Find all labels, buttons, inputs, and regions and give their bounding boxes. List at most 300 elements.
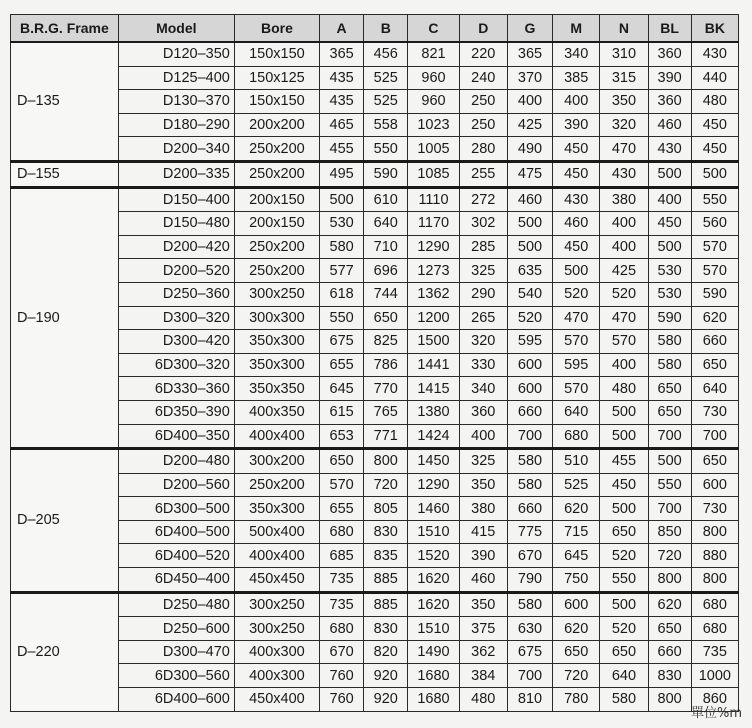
m-cell: 600	[553, 592, 600, 617]
model-cell: D250–360	[118, 282, 234, 306]
c-cell: 1110	[408, 187, 459, 212]
n-cell: 380	[600, 187, 648, 212]
table-header-row	[11, 15, 739, 43]
n-cell: 400	[600, 212, 648, 236]
bk-cell: 450	[691, 113, 738, 137]
d-cell: 340	[459, 377, 507, 401]
table-row	[11, 497, 739, 521]
m-cell: 470	[553, 306, 600, 330]
g-cell: 790	[507, 568, 552, 593]
g-cell: 700	[507, 664, 552, 688]
b-cell: 820	[364, 640, 408, 664]
c-cell: 1460	[408, 497, 459, 521]
model-cell: D200–335	[118, 161, 234, 187]
d-cell: 255	[459, 161, 507, 187]
c-cell: 1023	[408, 113, 459, 137]
c-cell: 960	[408, 90, 459, 114]
b-cell: 771	[364, 424, 408, 449]
model-cell: D120–350	[118, 42, 234, 66]
c-cell: 1490	[408, 640, 459, 664]
bore-cell: 150x125	[234, 66, 319, 90]
g-cell: 460	[507, 187, 552, 212]
m-cell: 520	[553, 282, 600, 306]
bk-cell: 450	[691, 137, 738, 162]
bl-cell: 450	[648, 212, 691, 236]
bk-cell: 600	[691, 473, 738, 497]
bk-cell: 640	[691, 377, 738, 401]
column-header-bore: Bore	[234, 15, 319, 43]
model-cell: D125–400	[118, 66, 234, 90]
a-cell: 650	[320, 449, 364, 474]
a-cell: 495	[320, 161, 364, 187]
m-cell: 645	[553, 544, 600, 568]
n-cell: 570	[600, 330, 648, 354]
m-cell: 620	[553, 497, 600, 521]
b-cell: 885	[364, 568, 408, 593]
a-cell: 530	[320, 212, 364, 236]
model-cell: 6D400–350	[118, 424, 234, 449]
bore-cell: 400x400	[234, 544, 319, 568]
g-cell: 540	[507, 282, 552, 306]
a-cell: 500	[320, 187, 364, 212]
table-row	[11, 90, 739, 114]
g-cell: 370	[507, 66, 552, 90]
d-cell: 384	[459, 664, 507, 688]
bk-cell: 570	[691, 235, 738, 259]
bl-cell: 650	[648, 617, 691, 641]
frame-cell: D–205	[11, 449, 119, 593]
bore-cell: 400x300	[234, 640, 319, 664]
spec-sheet	[10, 14, 739, 712]
bk-cell: 570	[691, 259, 738, 283]
m-cell: 460	[553, 212, 600, 236]
model-cell: 6D400–600	[118, 688, 234, 712]
g-cell: 580	[507, 449, 552, 474]
d-cell: 380	[459, 497, 507, 521]
bl-cell: 500	[648, 449, 691, 474]
n-cell: 480	[600, 377, 648, 401]
bl-cell: 390	[648, 66, 691, 90]
bore-cell: 500x400	[234, 520, 319, 544]
n-cell: 400	[600, 353, 648, 377]
model-cell: D200–520	[118, 259, 234, 283]
model-cell: 6D350–390	[118, 400, 234, 424]
n-cell: 520	[600, 544, 648, 568]
model-cell: 6D300–500	[118, 497, 234, 521]
bk-cell: 680	[691, 617, 738, 641]
model-cell: D200–420	[118, 235, 234, 259]
bore-cell: 300x250	[234, 592, 319, 617]
d-cell: 320	[459, 330, 507, 354]
table-row	[11, 520, 739, 544]
m-cell: 570	[553, 330, 600, 354]
c-cell: 1680	[408, 664, 459, 688]
bearing-dimension-table	[10, 14, 739, 712]
model-cell: D150–480	[118, 212, 234, 236]
g-cell: 660	[507, 497, 552, 521]
bl-cell: 580	[648, 353, 691, 377]
m-cell: 385	[553, 66, 600, 90]
bore-cell: 150x150	[234, 42, 319, 66]
column-header-n: N	[600, 15, 648, 43]
b-cell: 650	[364, 306, 408, 330]
b-cell: 920	[364, 688, 408, 712]
bl-cell: 590	[648, 306, 691, 330]
n-cell: 640	[600, 664, 648, 688]
b-cell: 720	[364, 473, 408, 497]
model-cell: 6D330–360	[118, 377, 234, 401]
b-cell: 610	[364, 187, 408, 212]
d-cell: 250	[459, 90, 507, 114]
bore-cell: 400x300	[234, 664, 319, 688]
c-cell: 1290	[408, 473, 459, 497]
table-row	[11, 212, 739, 236]
model-cell: D300–320	[118, 306, 234, 330]
a-cell: 435	[320, 66, 364, 90]
a-cell: 675	[320, 330, 364, 354]
n-cell: 470	[600, 306, 648, 330]
table-body	[11, 42, 739, 711]
c-cell: 960	[408, 66, 459, 90]
model-cell: 6D300–560	[118, 664, 234, 688]
bk-cell: 550	[691, 187, 738, 212]
model-cell: D250–600	[118, 617, 234, 641]
bl-cell: 500	[648, 161, 691, 187]
a-cell: 670	[320, 640, 364, 664]
bl-cell: 500	[648, 235, 691, 259]
m-cell: 620	[553, 617, 600, 641]
n-cell: 350	[600, 90, 648, 114]
b-cell: 920	[364, 664, 408, 688]
c-cell: 1290	[408, 235, 459, 259]
d-cell: 330	[459, 353, 507, 377]
n-cell: 550	[600, 568, 648, 593]
g-cell: 520	[507, 306, 552, 330]
table-row	[11, 235, 739, 259]
c-cell: 821	[408, 42, 459, 66]
a-cell: 680	[320, 617, 364, 641]
bl-cell: 660	[648, 640, 691, 664]
column-header-model: Model	[118, 15, 234, 43]
g-cell: 490	[507, 137, 552, 162]
bk-cell: 620	[691, 306, 738, 330]
bl-cell: 700	[648, 497, 691, 521]
b-cell: 640	[364, 212, 408, 236]
model-cell: 6D400–500	[118, 520, 234, 544]
unit-note: 單位%m	[690, 706, 742, 721]
c-cell: 1510	[408, 617, 459, 641]
bore-cell: 250x200	[234, 259, 319, 283]
a-cell: 435	[320, 90, 364, 114]
model-cell: D180–290	[118, 113, 234, 137]
b-cell: 765	[364, 400, 408, 424]
n-cell: 650	[600, 640, 648, 664]
b-cell: 800	[364, 449, 408, 474]
bore-cell: 300x250	[234, 282, 319, 306]
bk-cell: 560	[691, 212, 738, 236]
column-header-bl: BL	[648, 15, 691, 43]
g-cell: 500	[507, 212, 552, 236]
c-cell: 1450	[408, 449, 459, 474]
g-cell: 595	[507, 330, 552, 354]
bl-cell: 430	[648, 137, 691, 162]
g-cell: 425	[507, 113, 552, 137]
bk-cell: 440	[691, 66, 738, 90]
m-cell: 500	[553, 259, 600, 283]
g-cell: 675	[507, 640, 552, 664]
m-cell: 450	[553, 235, 600, 259]
table-row	[11, 353, 739, 377]
c-cell: 1380	[408, 400, 459, 424]
n-cell: 310	[600, 42, 648, 66]
bore-cell: 350x300	[234, 497, 319, 521]
table-row	[11, 330, 739, 354]
frame-cell: D–155	[11, 161, 119, 187]
model-cell: D130–370	[118, 90, 234, 114]
n-cell: 320	[600, 113, 648, 137]
table-row	[11, 544, 739, 568]
column-header-frame: B.R.G. Frame	[11, 15, 119, 43]
b-cell: 710	[364, 235, 408, 259]
a-cell: 655	[320, 497, 364, 521]
d-cell: 350	[459, 473, 507, 497]
d-cell: 280	[459, 137, 507, 162]
table-row	[11, 161, 739, 187]
bl-cell: 530	[648, 259, 691, 283]
bk-cell: 650	[691, 353, 738, 377]
bore-cell: 450x450	[234, 568, 319, 593]
table-row	[11, 617, 739, 641]
b-cell: 835	[364, 544, 408, 568]
m-cell: 570	[553, 377, 600, 401]
bk-cell: 590	[691, 282, 738, 306]
m-cell: 400	[553, 90, 600, 114]
d-cell: 460	[459, 568, 507, 593]
bore-cell: 150x150	[234, 90, 319, 114]
g-cell: 500	[507, 235, 552, 259]
column-header-m: M	[553, 15, 600, 43]
n-cell: 430	[600, 161, 648, 187]
bk-cell: 735	[691, 640, 738, 664]
n-cell: 315	[600, 66, 648, 90]
a-cell: 577	[320, 259, 364, 283]
column-header-b: B	[364, 15, 408, 43]
d-cell: 265	[459, 306, 507, 330]
d-cell: 360	[459, 400, 507, 424]
bore-cell: 250x200	[234, 161, 319, 187]
a-cell: 570	[320, 473, 364, 497]
a-cell: 760	[320, 688, 364, 712]
column-header-c: C	[408, 15, 459, 43]
m-cell: 750	[553, 568, 600, 593]
table-row	[11, 377, 739, 401]
column-header-a: A	[320, 15, 364, 43]
bl-cell: 530	[648, 282, 691, 306]
bore-cell: 350x300	[234, 353, 319, 377]
bk-cell: 430	[691, 42, 738, 66]
b-cell: 830	[364, 617, 408, 641]
bk-cell: 650	[691, 449, 738, 474]
table-row	[11, 400, 739, 424]
a-cell: 735	[320, 592, 364, 617]
bk-cell: 480	[691, 90, 738, 114]
bore-cell: 400x350	[234, 400, 319, 424]
column-header-d: D	[459, 15, 507, 43]
bl-cell: 400	[648, 187, 691, 212]
n-cell: 400	[600, 235, 648, 259]
d-cell: 390	[459, 544, 507, 568]
bore-cell: 350x300	[234, 330, 319, 354]
bl-cell: 830	[648, 664, 691, 688]
table-row	[11, 473, 739, 497]
a-cell: 365	[320, 42, 364, 66]
b-cell: 885	[364, 592, 408, 617]
n-cell: 650	[600, 520, 648, 544]
d-cell: 362	[459, 640, 507, 664]
model-cell: D300–470	[118, 640, 234, 664]
b-cell: 525	[364, 66, 408, 90]
g-cell: 600	[507, 377, 552, 401]
table-row	[11, 592, 739, 617]
m-cell: 650	[553, 640, 600, 664]
bl-cell: 550	[648, 473, 691, 497]
g-cell: 475	[507, 161, 552, 187]
a-cell: 735	[320, 568, 364, 593]
table-row	[11, 113, 739, 137]
g-cell: 775	[507, 520, 552, 544]
c-cell: 1510	[408, 520, 459, 544]
d-cell: 375	[459, 617, 507, 641]
g-cell: 810	[507, 688, 552, 712]
bl-cell: 800	[648, 688, 691, 712]
g-cell: 580	[507, 473, 552, 497]
bore-cell: 200x200	[234, 113, 319, 137]
a-cell: 550	[320, 306, 364, 330]
n-cell: 580	[600, 688, 648, 712]
m-cell: 450	[553, 161, 600, 187]
table-row	[11, 640, 739, 664]
m-cell: 680	[553, 424, 600, 449]
d-cell: 285	[459, 235, 507, 259]
c-cell: 1273	[408, 259, 459, 283]
a-cell: 760	[320, 664, 364, 688]
bore-cell: 300x200	[234, 449, 319, 474]
c-cell: 1520	[408, 544, 459, 568]
a-cell: 655	[320, 353, 364, 377]
model-cell: D200–480	[118, 449, 234, 474]
bl-cell: 620	[648, 592, 691, 617]
bk-cell: 660	[691, 330, 738, 354]
bore-cell: 250x200	[234, 235, 319, 259]
bl-cell: 850	[648, 520, 691, 544]
table-row	[11, 187, 739, 212]
b-cell: 805	[364, 497, 408, 521]
d-cell: 290	[459, 282, 507, 306]
b-cell: 550	[364, 137, 408, 162]
bk-cell: 1000	[691, 664, 738, 688]
c-cell: 1680	[408, 688, 459, 712]
m-cell: 780	[553, 688, 600, 712]
m-cell: 640	[553, 400, 600, 424]
model-cell: D250–480	[118, 592, 234, 617]
frame-cell: D–220	[11, 592, 119, 711]
b-cell: 590	[364, 161, 408, 187]
table-row	[11, 688, 739, 712]
d-cell: 480	[459, 688, 507, 712]
bore-cell: 450x400	[234, 688, 319, 712]
bk-cell: 800	[691, 568, 738, 593]
g-cell: 630	[507, 617, 552, 641]
d-cell: 272	[459, 187, 507, 212]
column-header-g: G	[507, 15, 552, 43]
g-cell: 660	[507, 400, 552, 424]
table-row	[11, 42, 739, 66]
m-cell: 715	[553, 520, 600, 544]
m-cell: 340	[553, 42, 600, 66]
table-row	[11, 137, 739, 162]
n-cell: 520	[600, 617, 648, 641]
d-cell: 415	[459, 520, 507, 544]
d-cell: 240	[459, 66, 507, 90]
bore-cell: 350x350	[234, 377, 319, 401]
b-cell: 558	[364, 113, 408, 137]
n-cell: 450	[600, 473, 648, 497]
c-cell: 1085	[408, 161, 459, 187]
table-row	[11, 568, 739, 593]
table-row	[11, 664, 739, 688]
b-cell: 770	[364, 377, 408, 401]
bore-cell: 300x300	[234, 306, 319, 330]
c-cell: 1005	[408, 137, 459, 162]
d-cell: 400	[459, 424, 507, 449]
model-cell: D150–400	[118, 187, 234, 212]
n-cell: 500	[600, 400, 648, 424]
c-cell: 1415	[408, 377, 459, 401]
n-cell: 500	[600, 424, 648, 449]
model-cell: D300–420	[118, 330, 234, 354]
bk-cell: 860	[691, 688, 738, 712]
g-cell: 365	[507, 42, 552, 66]
table-row	[11, 259, 739, 283]
model-cell: D200–340	[118, 137, 234, 162]
model-cell: 6D300–320	[118, 353, 234, 377]
model-cell: 6D450–400	[118, 568, 234, 593]
column-header-bk: BK	[691, 15, 738, 43]
table-row	[11, 424, 739, 449]
bk-cell: 680	[691, 592, 738, 617]
g-cell: 700	[507, 424, 552, 449]
bore-cell: 300x250	[234, 617, 319, 641]
bk-cell: 730	[691, 497, 738, 521]
table-row	[11, 282, 739, 306]
m-cell: 430	[553, 187, 600, 212]
c-cell: 1620	[408, 568, 459, 593]
bk-cell: 700	[691, 424, 738, 449]
a-cell: 645	[320, 377, 364, 401]
bore-cell: 200x150	[234, 212, 319, 236]
c-cell: 1620	[408, 592, 459, 617]
bore-cell: 250x200	[234, 473, 319, 497]
table-row	[11, 306, 739, 330]
frame-cell: D–190	[11, 187, 119, 449]
c-cell: 1441	[408, 353, 459, 377]
n-cell: 500	[600, 497, 648, 521]
a-cell: 615	[320, 400, 364, 424]
b-cell: 786	[364, 353, 408, 377]
c-cell: 1500	[408, 330, 459, 354]
model-cell: 6D400–520	[118, 544, 234, 568]
g-cell: 670	[507, 544, 552, 568]
